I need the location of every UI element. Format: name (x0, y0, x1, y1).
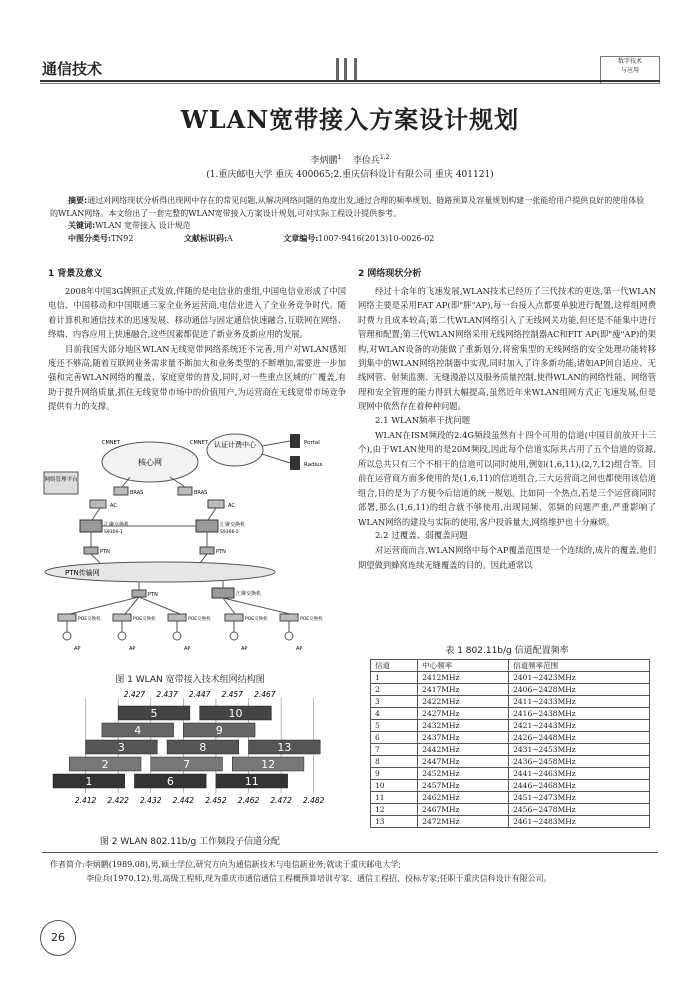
table-row (371, 732, 650, 744)
poe-switch-1 (58, 614, 76, 621)
poe-switch-3 (168, 614, 186, 621)
section-1-paragraph-2: 目前我国大部分地区WLAN无线宽带网络系统还不完善,用户对WLAN感知度还不够高,随着互联网业务需求量不断加大和业务类型的不断增加,需要进一步加强和完善WLAN网络的覆盖、家庭宽带的普及,同时,对一些重点区域的广覆盖,有助于提升网络质量,抓住无线宽带市场中的价值用户,为运营商在无线宽带市场竞争提供有力的支撑。 (48, 343, 346, 412)
table-cell: 2412MHz (418, 672, 509, 684)
table-row (371, 744, 650, 756)
abstract-label: 摘要: (68, 196, 88, 205)
ptn-node-3 (132, 590, 146, 597)
left-column (48, 266, 346, 414)
table-header-cell: 信道频率范围 (509, 660, 650, 672)
bras-icon-1 (114, 487, 128, 495)
table-cell: 2456~2478MHz (509, 804, 650, 816)
cls-item (68, 233, 157, 244)
table-cell: 2442MHz (418, 744, 509, 756)
table-cell: 13 (371, 816, 418, 828)
figure-1-network-diagram (40, 432, 340, 667)
portal-server-icon (290, 434, 300, 448)
table-cell: 2416~2438MHz (509, 708, 650, 720)
table-header-cell: 信道 (371, 660, 418, 672)
table-row (371, 756, 650, 768)
channel-label: 1 (85, 775, 93, 788)
table-cell: 2427MHz (418, 708, 509, 720)
table-row (371, 792, 650, 804)
author-bio-1: 作者简介:李炳鹏(1989.08),男,硕士学位,研究方向为通信新技术与电信新业务;就读于重庆邮电大学; (50, 860, 402, 869)
ap-icon-1 (63, 632, 71, 640)
table-cell: 2457MHz (418, 780, 509, 792)
table-cell: 2426~2448MHz (509, 732, 650, 744)
ap-icon-2 (118, 632, 126, 640)
bottom-tick-label: 2.472 (270, 796, 292, 805)
ptn-node-1 (84, 547, 98, 554)
portal-label: Portal (304, 440, 320, 446)
table-cell: 2447MHz (418, 756, 509, 768)
agg-switch-3-label: 汇聚交换机 (236, 591, 262, 597)
bottom-tick-label: 2.442 (172, 796, 195, 805)
agg-switch-2-icon (196, 520, 218, 532)
table-cell: 2437MHz (418, 732, 509, 744)
table-row (371, 684, 650, 696)
right-column (358, 266, 656, 572)
ptn-label-2: PTN (216, 549, 226, 555)
bottom-tick-label: 2.482 (302, 796, 325, 805)
author-1: 李炳鹏 (310, 156, 338, 166)
bottom-tick-label: 2.412 (74, 796, 97, 805)
radius-server-icon (290, 456, 300, 470)
section-1-heading: 1 背景及意义 (48, 269, 103, 279)
subsection-2-2-heading: 2.2 过覆盖、弱覆盖问题 (375, 530, 468, 541)
header-rule-thin (40, 83, 660, 84)
bottom-tick-label: 2.432 (140, 796, 162, 805)
table-cell: 2462MHz (418, 792, 509, 804)
table-cell: 2422MHz (418, 696, 509, 708)
agg-switch-1-label: 汇聚交换机 (104, 522, 130, 528)
poe-switch-4 (225, 614, 243, 621)
radius-label: Radius (304, 462, 323, 468)
author-2: 李俭兵 (352, 156, 380, 166)
table-cell: 2421~2443MHz (509, 720, 650, 732)
table-cell: 2432MHz (418, 720, 509, 732)
poe-label-3: POE交换机 (188, 617, 211, 622)
cls-label: 中图分类号: (68, 233, 111, 243)
table-row (371, 696, 650, 708)
poe-label-2: POE交换机 (133, 617, 156, 622)
bras-icon-2 (178, 487, 192, 495)
table-cell: 2451~2473MHz (509, 792, 650, 804)
header-decoration-bars (332, 58, 362, 80)
doc-item (184, 233, 257, 244)
top-tick-label: 2.447 (188, 690, 211, 699)
table-cell: 2401~2423MHz (509, 672, 650, 684)
table-cell: 11 (371, 792, 418, 804)
table-row (371, 780, 650, 792)
abstract-text: 通过对网络现状分析得出现网中存在的常见问题,从解决网络问题的角度出发,通过合理的频率规划、链路预算及容量规划构建一张能给用户提供良好的使用体验的WLAN网络。本文给出了一套完整的WLAN宽带接入方案设计规划,可对实际工程设计提供参考。 (50, 196, 645, 218)
ap-label-1: AP (74, 646, 81, 652)
top-tick-label: 2.467 (254, 690, 276, 699)
table-row (371, 708, 650, 720)
table-cell: 10 (371, 780, 418, 792)
classification-line (68, 233, 628, 244)
footnote-rule (42, 852, 658, 853)
abstract (50, 194, 650, 220)
mgmt-label: 网络管理平台 (44, 477, 78, 483)
ptn-net-label: PTN传输网 (65, 569, 100, 577)
table-cell: 4 (371, 708, 418, 720)
channel-label: 5 (150, 707, 158, 720)
poe-switch-group (58, 614, 323, 622)
channel-label: 6 (166, 775, 174, 788)
table-cell: 1 (371, 672, 418, 684)
table-cell: 9 (371, 768, 418, 780)
top-tick-label: 2.437 (156, 690, 178, 699)
poe-switch-2 (113, 614, 131, 621)
art-value: 1007-9416(2013)10-0026-02 (318, 234, 435, 243)
mgmt-platform-icon (44, 472, 78, 494)
page-number: 26 (40, 920, 76, 956)
table-header-cell: 中心频率 (418, 660, 509, 672)
badge-line1: 数字技术 (617, 58, 642, 65)
author-2-sup: 1,2 (379, 154, 390, 161)
figure-2-caption: 图 2 WLAN 802.11b/g 工作频段子信道分配 (99, 837, 281, 847)
section-2-paragraph-1: 经过十余年的飞速发展,WLAN技术已经历了三代技术的更迭,第一代WLAN网络主要是采用FAT AP(即"胖"AP),每一台接入点都要单独进行配置,这样组网费时费力且成本较高;第二代WLAN网络引入了无线网关功能,但还是不能集中进行管理和配置;第三代WLAN网络采用无线网络控制器AC和FIT AP(即"瘦"AP)的架构,对WLAN设备的功能做了重新划分,将密集型的无线网络的安全处理功能转移到集中的WLAN网络控制器中实现,同时加入了许多新功能,诸如AP间自适应、无线网管、射频监测、无缝漫游以及服务质量控制,使得WLAN的网络性能、网络管理和安全管理的能力得到大幅提高,虽然近年来WLAN组网方式正飞速发展,但是现网中依然存在着种种问题。 (358, 286, 656, 412)
section-1-paragraph-1: 2008年中国3G牌照正式发放,伴随的是电信业的重组,中国电信业形成了中国电信、中国移动和中国联通三家全业务运营商,电信业进入了全业务竞争时代。随着计算机和通信技术的迅速发展、移动通信与固定通信快速融合,互联网在网络、终端、内容应用上快速融合,这些因素都促进了新业务及新应用的发展。 (48, 286, 346, 340)
ap-label-4: AP (241, 646, 248, 652)
table-cell: 7 (371, 744, 418, 756)
keywords-text: WLAN 宽带接入 设计规范 (95, 221, 191, 230)
doc-value: A (226, 234, 233, 243)
auth-label: 认证计费中心 (214, 441, 256, 449)
table-cell: 6 (371, 732, 418, 744)
poe-label-1: POE交换机 (78, 617, 101, 622)
ap-icon-3 (173, 632, 181, 640)
author-1-sup: 1 (337, 154, 342, 161)
agg-switch-2-label: 汇聚交换机 (220, 522, 246, 528)
table-row (371, 816, 650, 828)
cls-value: TN92 (110, 234, 134, 243)
paper-title: WLAN宽带接入方案设计规划 (180, 105, 520, 134)
bras-label-1: BRAS (130, 490, 144, 496)
ac-icon-2 (208, 500, 224, 508)
auth-center-cloud (207, 434, 263, 466)
table-cell: 2467MHz (418, 804, 509, 816)
table-header-row (371, 660, 650, 672)
table-cell: 3 (371, 696, 418, 708)
ptn-node-2 (200, 547, 214, 554)
table-cell: 2446~2468MHz (509, 780, 650, 792)
agg-switch-3-icon (212, 588, 234, 598)
top-tick-label: 2.457 (221, 690, 243, 699)
channel-label: 12 (261, 758, 276, 771)
table-cell: 12 (371, 804, 418, 816)
table-cell: 2472MHz (418, 816, 509, 828)
figure-2-channel-chart (45, 688, 335, 830)
table-row (371, 804, 650, 816)
figure-1-caption: 图 1 WLAN 宽带接入技术组网结构图 (115, 675, 265, 685)
journal-section-title: 通信技术 (42, 60, 103, 78)
agg-switch-1-model: S9306-1 (104, 530, 123, 535)
ap-label-2: AP (129, 646, 136, 652)
section-2-paragraph-2: WLAN在ISM频段的2.4G频段虽然有十四个可用的信道(中国目前放开十三个),由于WLAN使用的是20M频段,因此每个信道实际共占用了五个信道的资源,所以总共只有三个不相干的信道可以同时使用,例如(1,6,11),(2,7,12)组合等。目前在运营商方面多使用的是(1,6,11)的信道组合,三大运营商之间也都使用该信道组合,目的是为了方便今后信道的统一规划。比如同一个热点,若是三个运营商同时部署,那么(1,6,11)的组合就不够使用,出现同频、邻频的问题严重,严重影响了WLAN网络的建设与实际的使用,客户投诉量大,网络维护也十分麻烦。 (358, 430, 656, 527)
channel-label: 4 (134, 724, 142, 737)
table-cell: 2441~2463MHz (509, 768, 650, 780)
author-line (0, 153, 700, 166)
ptn-label-1: PTN (100, 549, 110, 555)
table-cell: 2452MHz (418, 768, 509, 780)
ac-label-2: AC (228, 503, 235, 509)
ap-icon-5 (285, 632, 293, 640)
table-cell: 2431~2453MHz (509, 744, 650, 756)
channel-label: 2 (101, 758, 109, 771)
art-item (283, 233, 458, 244)
ap-label-5: AP (296, 646, 303, 652)
keywords-label: 关键词: (68, 221, 96, 230)
subsection-2-1-heading: 2.1 WLAN频率干扰问题 (375, 415, 471, 426)
poe-switch-5 (280, 614, 298, 621)
ac-label-1: AC (110, 503, 117, 509)
ap-icon-4 (230, 632, 238, 640)
poe-label-4: POE交换机 (245, 617, 268, 622)
section-2-heading: 2 网络现状分析 (358, 269, 422, 279)
channel-label: 13 (277, 741, 292, 754)
table-cell: 2406~2428MHz (509, 684, 650, 696)
table-row (371, 768, 650, 780)
ap-group (63, 621, 293, 640)
header-rule (40, 80, 660, 82)
ptn-label-3: PTN (148, 592, 158, 598)
bottom-tick-label: 2.462 (237, 796, 260, 805)
channel-label: 3 (117, 741, 125, 754)
doc-label: 文献标识码: (184, 233, 227, 243)
ap-label-3: AP (184, 646, 191, 652)
channel-label: 7 (183, 758, 191, 771)
ac-icon-1 (90, 500, 106, 508)
core-label: 核心网 (138, 458, 162, 467)
badge-line2: 与应用 (620, 67, 639, 74)
art-label: 文章编号: (283, 233, 319, 243)
section-2-paragraph-3: 对运营商而言,WLAN网络中每个AP覆盖范围是一个连续的,成片的覆盖,他们期望做到蜂窝连续无缝覆盖的目的。因此通常以 (358, 545, 656, 570)
table-cell: 2417MHz (418, 684, 509, 696)
channel-label: 11 (244, 775, 259, 788)
table-cell: 2436~2458MHz (509, 756, 650, 768)
cmnet-label-left: CMNET (102, 440, 120, 446)
channel-label: 10 (228, 707, 243, 720)
cmnet-label-right: CMNET (190, 440, 208, 446)
author-bio-2: 李俭兵(1970.12),男,高级工程师,现为重庆市通信通信工程概预算培训专家、通信工程招、投标专家;任职于重庆信科设计有限公司。 (86, 874, 552, 883)
affiliation: (1.重庆邮电大学 重庆 400065;2.重庆信科设计有限公司 重庆 401121) (206, 170, 494, 180)
table-row (371, 720, 650, 732)
agg-switch-1-icon (80, 520, 102, 532)
table-1-caption: 表 1 802.11b/g 信道配置频率 (445, 646, 569, 656)
table-1-channel-frequencies (370, 659, 650, 828)
keywords (68, 220, 191, 231)
top-tick-label: 2.427 (123, 690, 146, 699)
bottom-tick-label: 2.422 (107, 796, 129, 805)
poe-label-5: POE交换机 (300, 617, 323, 622)
table-cell: 2411~2433MHz (509, 696, 650, 708)
table-cell: 5 (371, 720, 418, 732)
bras-label-2: BRAS (194, 490, 208, 496)
table-cell: 2 (371, 684, 418, 696)
channel-label: 9 (215, 724, 223, 737)
table-cell: 2461~2483MHz (509, 816, 650, 828)
agg-switch-2-model: S9306-2 (220, 530, 239, 535)
bottom-tick-label: 2.452 (205, 796, 227, 805)
table-cell: 8 (371, 756, 418, 768)
channel-label: 8 (199, 741, 207, 754)
table-row (371, 672, 650, 684)
